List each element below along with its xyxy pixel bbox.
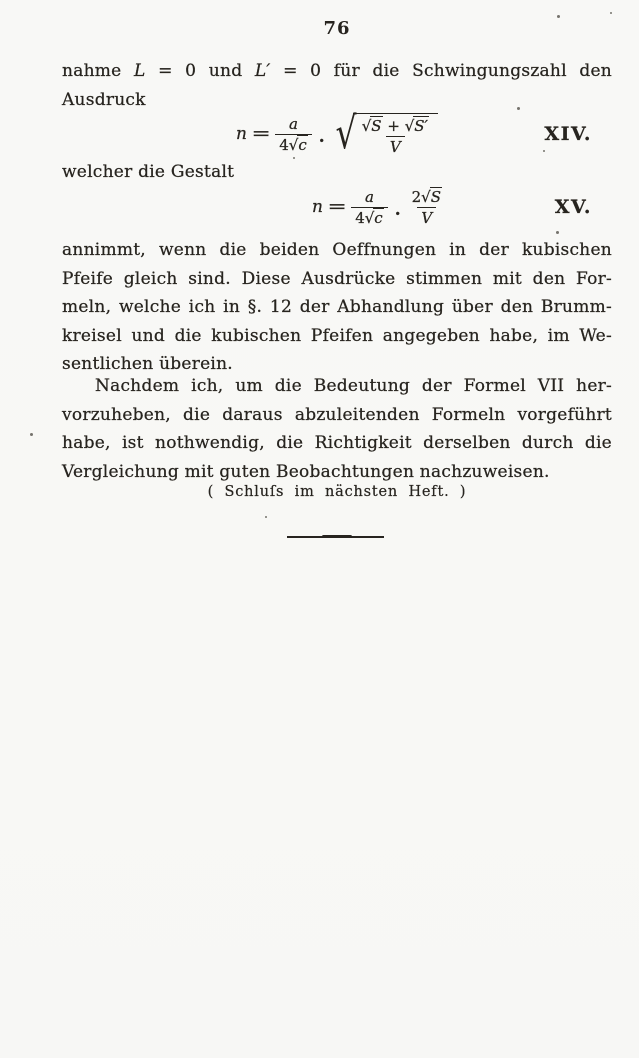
text-line: Vergleichung mit guten Beobachtungen nachzuweisen. (62, 461, 550, 482)
radical-sign: √ (404, 116, 415, 135)
text-line: nahme L = 0 und L′ = 0 für die Schwingungszahl den (62, 61, 612, 81)
text-line: Pfeife gleich sind. Diese Ausdrücke stimmen mit den For- (62, 268, 612, 289)
page-number: 76 (323, 18, 351, 39)
equation-xiv (236, 108, 438, 160)
text-line: sentlichen überein. (62, 354, 233, 375)
text-line: meln, welche ich in §. 12 der Abhandlung über den Brumm- (62, 297, 612, 318)
equation-xv (312, 188, 446, 227)
plus-sign: + (387, 116, 400, 135)
equals-sign: = (327, 197, 347, 217)
divider-thick-center (322, 535, 352, 538)
paragraph-1 (62, 236, 612, 379)
scan-speck (517, 107, 520, 110)
multiplication-dot: . (394, 200, 401, 220)
text-line: Ausdruck (62, 89, 146, 110)
section-divider-rule (287, 535, 384, 539)
radical-sign: √ (335, 108, 357, 160)
formula-xiv (62, 106, 612, 162)
radical-sign: √ (288, 135, 299, 154)
text-line: annimmt, wenn die beiden Oeffnungen in der kubischen (62, 240, 612, 260)
text-line: vorzuheben, die daraus abzuleitenden Formeln vorgeführt (62, 404, 612, 425)
multiplication-dot: . (318, 127, 325, 147)
big-radical (332, 108, 438, 160)
formula-label-xv: XV. (554, 196, 592, 218)
radical-sign: √ (421, 187, 431, 206)
radical-sign: √ (364, 208, 375, 227)
formula-xv (62, 182, 612, 232)
text-line: kreisel und die kubischen Pfeifen angegeben habe, im We- (62, 325, 612, 346)
variable-n: n (311, 197, 323, 217)
equals-sign: = (251, 124, 271, 144)
fraction-2sqrtS-over-V: $\frac{2√S}{V}$ (411, 187, 442, 227)
fraction-a-over-4sqrtc: $\frac{a}{4√c}$ (275, 115, 312, 154)
formula-label-xiv: XIV. (544, 123, 592, 145)
scan-speck (557, 15, 560, 18)
scan-speck (556, 231, 559, 234)
scan-speck (30, 433, 33, 436)
fraction-under-radical: $\frac{√S + √S'}{V}$ (361, 116, 428, 156)
variable-n: n (236, 124, 247, 144)
scan-speck (265, 516, 267, 518)
closing-note: ( Schluſs im nächsten Heft. ) (207, 484, 467, 500)
text-line: welcher die Gestalt (62, 162, 235, 182)
scan-speck (293, 157, 295, 159)
fraction-a-over-4sqrtc: $\frac{a}{4√c}$ (351, 188, 388, 227)
radical-sign: √ (361, 116, 372, 135)
text-line: habe, ist nothwendig, die Richtigkeit derselben durch die (62, 433, 612, 454)
scan-speck (543, 150, 545, 152)
paragraph-2 (62, 372, 612, 486)
scan-speck (610, 12, 612, 14)
text-line: Nachdem ich, um die Bedeutung der Formel VII her- (95, 376, 612, 396)
